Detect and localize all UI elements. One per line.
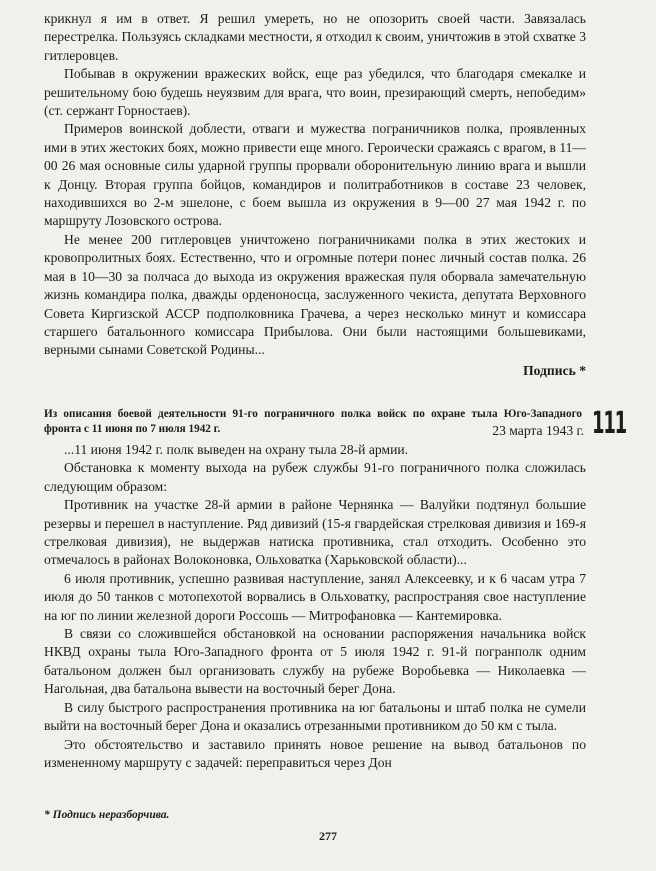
paragraph: ...11 июня 1942 г. полк выведен на охрану тыла 28-й армии. xyxy=(64,442,409,457)
paragraph: Это обстоятельство и заставило принять новое решение на вывод батальонов по измененному маршруту с задачей: переправиться через Дон xyxy=(44,736,586,770)
paragraph: Обстановка к моменту выхода на рубеж службы 91-го пограничного полка сложилась следующим образом: xyxy=(44,460,586,494)
paragraph: Противник на участке 28-й армии в районе Чернянка — Валуйки подтянул большие резервы и перешел в наступление. Ряд дивизий (15-я гвардейская стрелковая дивизия и 169-я стрелковая дивизия), не выдержав натиска противника, стал отходить. Особенно это отмечалось в районах Волоконовка, Ольховатка (Харьковской области)... xyxy=(44,497,586,568)
paragraph: Побывав в окружении вражеских войск, еще раз убедился, что благодаря смекалке и решительному бою будешь неуязвим для врага, что воин, презирающий смерть, непобедим» (ст. сержант Горностаев). xyxy=(44,66,586,119)
paragraph: В силу быстрого распространения противника на юг батальоны и штаб полка не сумели выйти на восточный берег Дона и оказались отрезанными противником до 50 км с тыла. xyxy=(44,699,586,734)
document-number: 111 xyxy=(592,406,626,441)
document-heading: Из описания боевой деятельности 91-го пограничного полка войск по охране тыла Юго-Западного фронта с 11 июня по 7 июля 1942 г. xyxy=(44,408,582,435)
signature-line: Подпись * xyxy=(523,362,586,378)
document-body xyxy=(44,441,586,772)
page-number: 277 xyxy=(319,829,337,843)
paragraph: В связи со сложившейся обстановкой на основании распоряжения начальника войск НКВД охраны тыла Юго-Западного фронта от 5 июля 1942 г. 91-й погранполк одним батальоном должен был организовать службу на рубеже Воробьевка — Николаевка — Нагольная, два батальона вывести на восточный берег Дона. xyxy=(44,626,586,697)
paragraph: крикнул я им в ответ. Я решил умереть, но не опозорить своей части. Завязалась перестрелка. Пользуясь складками местности, я отходил к своим, уничтожив в этой схватке 3 гитлеровцев. xyxy=(44,11,586,63)
paragraph: 6 июля противник, успешно развивая наступление, занял Алексеевку, и к 6 часам утра 7 июля до 50 танков с мотопехотой ворвались в Ольховатку, распространяя свое наступление на юг по линии железной дороги Россошь — Митрофановка — Кантемировка. xyxy=(44,570,586,623)
paragraph: Примеров воинской доблести, отваги и мужества пограничников полка, проявленных ими в этих жестоких боях, можно привести еще много. Героически сражаясь с врагом, в 11—00 26 мая основные силы ударной группы прорвали оборонительную линию врага и вышли к Донцу. Вторая группа бойцов, командиров и политработников в составе 23 человек, находившихся во 2-м эшелоне, с боем вышла из окружения в 9—00 27 мая 1942 г. по маршруту Лозовского острова. xyxy=(44,121,587,229)
document-date: 23 марта 1943 г. xyxy=(492,423,584,438)
footnote: * Подпись неразборчива. xyxy=(44,809,170,821)
paragraph: Не менее 200 гитлеровцев уничтожено пограничниками полка в этих жестоких и кровопролитных боях. Естественно, что и огромные потери понес личный состав полка. 26 мая в 10—30 за полчаса до выхода из окружения вражеская пуля оборвала замечательную жизнь командира полка, дважды орденоносца, заслуженного чекиста, депутата Верховного Совета Киргизской АССР подполковника Грачева, а через несколько минут и комиссара старшего батальонного комиссара Прибылова. Они были настоящими большевиками, верными сынами Советской Родины... xyxy=(44,231,586,358)
top-text-block xyxy=(44,10,586,380)
